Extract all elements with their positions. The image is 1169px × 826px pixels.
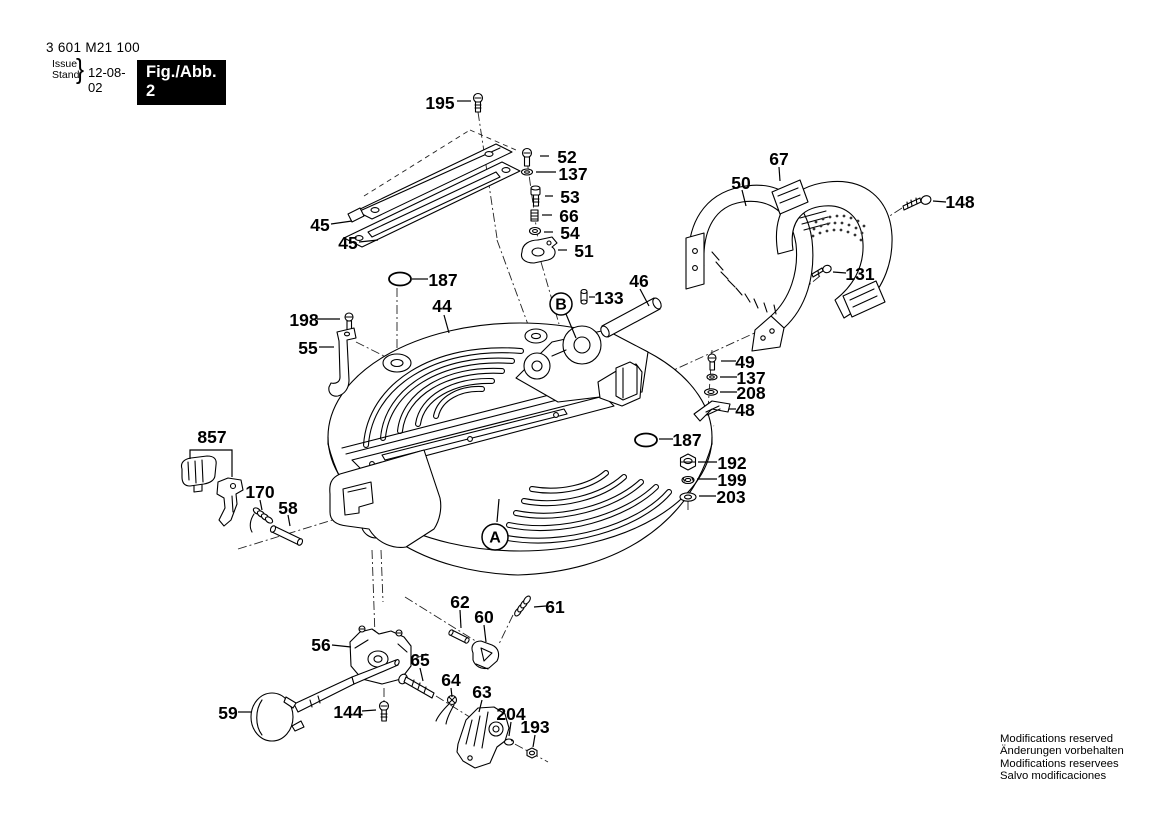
part-label-60: 60 [474,607,494,627]
leader-line [509,722,511,736]
part-204-washer [505,739,514,745]
part-45-fence-bars [344,144,520,247]
part-857-latch-lever [217,478,243,526]
note-line: Salvo modificaciones [1000,770,1107,783]
note-line: Modifications reservees [1000,757,1119,770]
part-52-screw [523,149,532,167]
leader-line [779,167,780,181]
part-49-screw [708,354,716,370]
leader-line [484,625,486,642]
figure-label: Fig./Abb. 2 [137,60,226,105]
part-208-washer [705,389,718,395]
issue-stand-label: Issue Stand [52,58,80,81]
brace-glyph: } [76,53,85,85]
part-label-137: 137 [736,368,766,388]
part-label-44: 44 [432,296,452,316]
part-label-198: 198 [289,310,319,330]
part-137-washer [522,169,533,175]
part-label-50: 50 [731,173,751,193]
part-192-nut [681,454,696,470]
part-193-nut [527,748,537,758]
blade-teeth-hatch [712,252,776,314]
part-label-195: 195 [425,93,455,113]
leader-line [332,645,351,647]
leader-line [833,272,846,273]
part-148-screw [903,194,932,210]
callout-letter-A: A [489,529,501,547]
part-label-51: 51 [574,241,594,261]
part-label-65: 65 [410,650,430,670]
part-label-48: 48 [735,400,755,420]
part-label-148: 148 [945,192,975,212]
part-label-54: 54 [560,223,580,243]
part-label-61: 61 [545,597,565,617]
part-label-137: 137 [558,164,588,184]
part-137-washer-2 [707,374,717,380]
part-label-170: 170 [245,482,275,502]
part-66-sleeve [531,210,538,221]
part-label-58: 58 [278,498,298,518]
part-170-spring [250,507,274,532]
part-label-62: 62 [450,592,470,612]
part-label-857: 857 [197,427,227,447]
leader-line [460,610,461,628]
part-59-knob [251,659,400,741]
part-label-46: 46 [629,271,649,291]
part-64-spring-clip [436,696,457,725]
part-144-screw [380,702,389,722]
part-61-spring [513,595,531,617]
part-label-208: 208 [736,383,766,403]
part-label-63: 63 [472,682,492,702]
part-label-131: 131 [845,264,875,284]
part-label-56: 56 [311,635,331,655]
part-131-screw [812,264,832,277]
part-label-203: 203 [716,487,746,507]
part-label-204: 204 [496,704,526,724]
part-51-bracket [522,237,558,263]
leader-line [331,221,352,224]
part-60-pointer [472,641,499,669]
part-label-55: 55 [298,338,318,358]
part-label-192: 192 [717,453,747,473]
part-label-144: 144 [333,702,363,722]
leader-line [933,201,946,202]
part-199-lock-washer [682,477,694,484]
callout-letter-B: B [555,296,567,314]
part-62-pin [448,629,470,644]
issue-date: 12-08-02 [88,65,126,95]
part-label-67: 67 [769,149,789,169]
part-label-187: 187 [428,270,458,290]
part-195-screw [474,94,483,113]
part-label-66: 66 [559,206,579,226]
part-54-washer [530,228,541,235]
part-label-199: 199 [717,470,747,490]
part-58-pin [269,525,303,546]
part-label-64: 64 [441,670,461,690]
note-line: Modifications reserved [1000,733,1114,745]
part-label-45: 45 [310,215,330,235]
leader-line [444,315,449,333]
type-number: 3 601 M21 100 [46,40,140,55]
part-44-turntable-base [328,323,712,575]
part-label-52: 52 [557,147,577,167]
part-label-59: 59 [218,703,238,723]
part-label-133: 133 [594,288,624,308]
part-65-bolt [397,673,434,698]
leader-line [534,606,546,607]
part-label-49: 49 [735,352,755,372]
part-133-pin [581,290,587,305]
part-label-45: 45 [338,233,358,253]
part-857-release-button [181,456,216,492]
part-label-53: 53 [560,187,580,207]
part-label-193: 193 [520,717,550,737]
part-203-washer [680,493,696,501]
part-label-187: 187 [672,430,702,450]
part-187-o-ring-upper [389,273,411,286]
leader-line [362,710,376,711]
note-line: Änderungen vorbehalten [1000,745,1124,758]
